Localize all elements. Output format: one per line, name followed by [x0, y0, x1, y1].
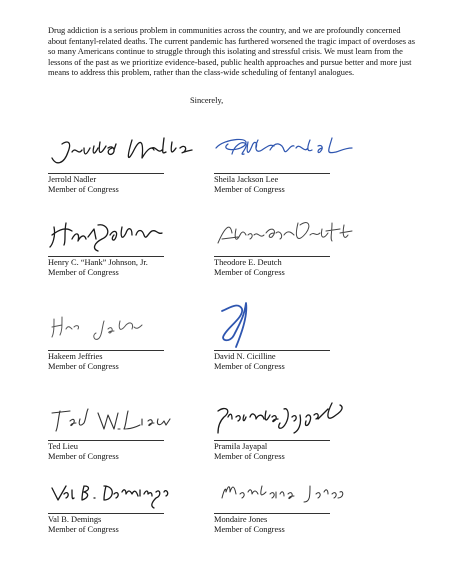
- signatory-title: Member of Congress: [48, 268, 119, 277]
- signature-deutch: [214, 213, 374, 255]
- signature-line: [214, 256, 330, 257]
- signature-jeffries: [48, 307, 208, 349]
- signature-line: [48, 173, 164, 174]
- signature-line: [48, 440, 164, 441]
- signatory-name: Henry C. “Hank” Johnson, Jr.: [48, 258, 148, 267]
- signatory-title: Member of Congress: [214, 452, 285, 461]
- signatory-name: Mondaire Jones: [214, 515, 268, 524]
- signature-line: [214, 350, 330, 351]
- signature-lieu: [48, 397, 208, 439]
- signatory-name: Ted Lieu: [48, 442, 78, 451]
- signatory-title: Member of Congress: [214, 185, 285, 194]
- signatory-name: Pramila Jayapal: [214, 442, 268, 451]
- signature-demings: [48, 470, 208, 512]
- signatory-title: Member of Congress: [48, 185, 119, 194]
- signatory-title: Member of Congress: [214, 525, 285, 534]
- signature-jackson-lee: [214, 130, 374, 172]
- signatory-name: Sheila Jackson Lee: [214, 175, 279, 184]
- signature-jones: [214, 470, 374, 512]
- signature-line: [48, 256, 164, 257]
- signatory-name: Hakeem Jeffries: [48, 352, 103, 361]
- signature-cicilline: [214, 307, 374, 349]
- signatory-name: Theodore E. Deutch: [214, 258, 282, 267]
- signature-jayapal: [214, 397, 374, 439]
- signature-johnson: [48, 213, 208, 255]
- signature-line: [214, 440, 330, 441]
- signature-line: [214, 173, 330, 174]
- signature-line: [48, 350, 164, 351]
- letter-body-paragraph: Drug addiction is a serious problem in communities across the country, and we are profoundly concerned about fentanyl-related deaths. The current pandemic has furthered worsened the tragic impact of overdoses as so many Americans continue to struggle through this isolating and stressful crisis. We must learn from the lessons of the past as we prioritize evidence-based, public health approaches and pursue better and more just means to address this problem, rather than the class-wide scheduling of fentanyl analogues.: [48, 26, 416, 78]
- signature-nadler: [48, 130, 208, 172]
- signatory-title: Member of Congress: [48, 362, 119, 371]
- signatory-name: Val B. Demings: [48, 515, 102, 524]
- signatory-title: Member of Congress: [48, 525, 119, 534]
- signatory-name: David N. Cicilline: [214, 352, 276, 361]
- signatory-title: Member of Congress: [48, 452, 119, 461]
- signatory-title: Member of Congress: [214, 362, 285, 371]
- signatory-title: Member of Congress: [214, 268, 285, 277]
- signature-line: [214, 513, 330, 514]
- signatory-name: Jerrold Nadler: [48, 175, 97, 184]
- letter-closing: Sincerely,: [190, 96, 224, 105]
- signature-line: [48, 513, 164, 514]
